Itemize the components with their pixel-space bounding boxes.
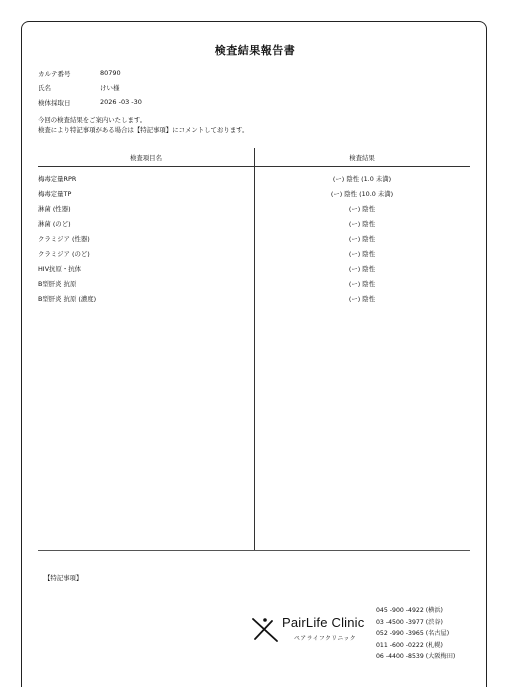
intro-line: 検査により特記事項がある場合は【特記事項】にコメントしております。 — [38, 126, 249, 134]
table-row — [38, 249, 470, 264]
table-row — [38, 174, 470, 189]
test-item-name: クラミジア (のど) — [38, 250, 90, 258]
clinic-name-kana: ペアライフクリニック — [294, 636, 357, 642]
table-row — [38, 204, 470, 219]
test-item-name: クラミジア (性器) — [38, 235, 90, 243]
results-table-body — [38, 174, 470, 309]
column-header-item: 検査項目名 — [130, 154, 162, 162]
test-result: (ー) 陰性 — [348, 205, 376, 213]
clinic-logo — [250, 612, 370, 648]
meta-row-name — [38, 81, 142, 96]
table-row — [38, 294, 470, 309]
test-result: (ー) 陰性 — [348, 295, 376, 303]
clinic-phone-list — [376, 605, 455, 663]
intro-text — [38, 115, 248, 135]
clinic-name: PairLife Clinic — [282, 615, 365, 630]
meta-value: 80790 — [100, 69, 121, 78]
column-header-result: 検査結果 — [349, 154, 375, 162]
meta-row-sample-date — [38, 95, 142, 110]
test-result: (ー) 陰性 — [348, 235, 376, 243]
report-title: 検査結果報告書 — [214, 44, 296, 57]
phone-yokohama: 045 -900 -4922 (横浜) — [376, 607, 443, 614]
table-row — [38, 234, 470, 249]
meta-label: 検体採取日 — [38, 98, 71, 107]
table-row — [38, 279, 470, 294]
test-result: (ー) 陰性 — [348, 220, 376, 228]
test-result: (ー) 陰性 — [348, 280, 376, 288]
meta-row-chart-number — [38, 66, 142, 81]
phone-sapporo: 011 -600 -0222 (札幌) — [376, 641, 443, 649]
phone-shibuya: 03 -4500 -3977 (渋谷) — [376, 618, 443, 626]
table-row — [38, 189, 470, 204]
test-result: (ー) 陰性 (1.0 未満) — [332, 175, 392, 183]
meta-value: けい様 — [100, 84, 120, 93]
phone-osaka-umeda: 06 -4400 -8539 (大阪梅田) — [376, 653, 456, 660]
test-item-name: 淋菌 (のど) — [38, 220, 71, 228]
table-row — [38, 264, 470, 279]
table-row — [38, 219, 470, 234]
meta-value: 2026 -03 -30 — [100, 98, 142, 107]
test-result: (ー) 陰性 — [348, 250, 376, 258]
patient-meta — [38, 66, 142, 110]
phone-nagoya: 052 -990 -3965 (名古屋) — [376, 630, 450, 637]
remarks-label: 【特記事項】 — [44, 574, 83, 582]
test-item-name: B型肝炎 抗原 — [38, 280, 77, 288]
table-bottom-rule — [38, 550, 470, 551]
test-item-name: 梅毒定量RPR — [38, 175, 77, 183]
test-result: (ー) 陰性 (10.0 未満) — [330, 190, 394, 198]
clinic-logo-icon — [250, 614, 280, 644]
test-item-name: B型肝炎 抗原 (濃度) — [38, 295, 97, 303]
test-item-name: HIV抗原・抗体 — [38, 265, 82, 273]
intro-line: 今回の検査結果をご案内いたします。 — [38, 116, 147, 124]
test-result: (ー) 陰性 — [348, 265, 376, 273]
test-item-name: 梅毒定量TP — [38, 190, 72, 198]
test-item-name: 淋菌 (性器) — [38, 205, 71, 213]
meta-label: 氏名 — [38, 84, 51, 93]
meta-label: カルテ番号 — [38, 69, 71, 78]
